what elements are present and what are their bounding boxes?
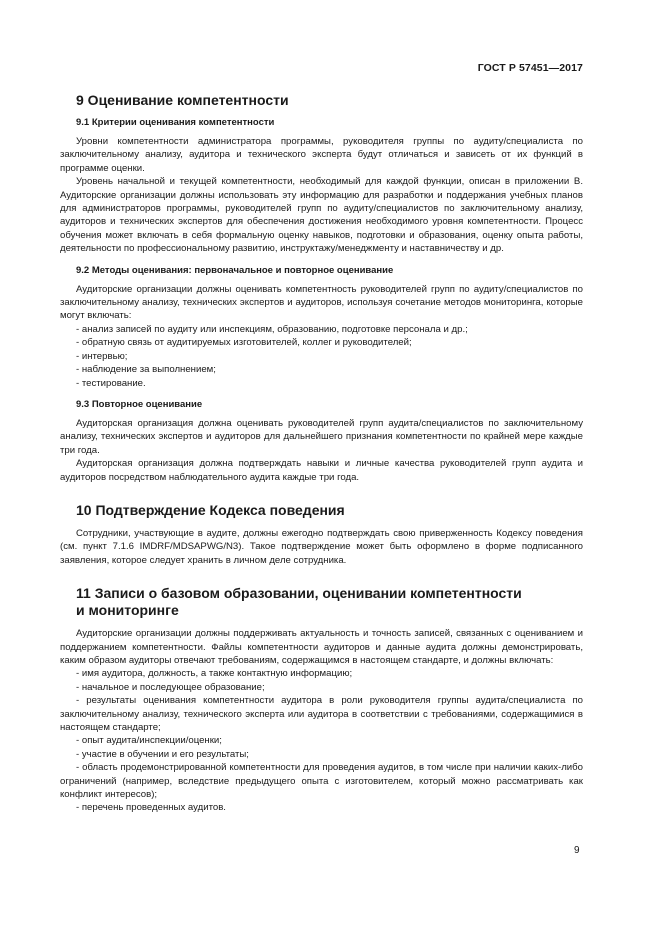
paragraph-9-1-b: Уровень начальной и текущей компетентности, необходимый для каждой функции, описан в приложении В. Аудиторские организации должны использовать эту информацию для разработки и поддержания учебных планов для администраторов программы, руководителей групп по аудиту/специалистов по заключительному анализу, аудиторов и технических экспертов для обеспечения достижения необходимого уровня компетентности. Процесс обучения может включать в себя формальную оценку навыков, подготовки и образования, оценку опыта работы, деятельности по профессиональному развитию, инструктажу/менеджменту и наставничеству и др. xyxy=(60,176,583,255)
subsection-9-2-title: 9.2 Методы оценивания: первоначальное и повторное оценивание xyxy=(76,264,394,276)
subsection-9-3-title: 9.3 Повторное оценивание xyxy=(76,398,203,410)
list-item: - участие в обучении и его результаты; xyxy=(76,748,249,760)
section-9-title: 9 Оценивание компетентности xyxy=(76,92,289,108)
section-11-title-line2: и мониторинге xyxy=(76,602,179,619)
paragraph-11-a: Аудиторские организации должны поддерживать актуальность и точность записей, связанных с оцениванием и поддержанием компетентности. Файлы компетентности аудиторов и данные аудита должны демонстрировать, каким образом аудиторы отвечают требованиям, содержащимся в настоящем стандарте, и должны включать: xyxy=(60,628,583,666)
paragraph-9-3-b: Аудиторская организация должна подтверждать навыки и личные качества руководителей групп аудита и аудиторов посредством наблюдательного аудита каждые три года. xyxy=(60,458,583,483)
list-item: - интервью; xyxy=(76,350,128,362)
standard-header: ГОСТ Р 57451—2017 xyxy=(477,62,583,74)
list-item: - анализ записей по аудиту или инспекциям, образованию, подготовке персонала и др.; xyxy=(76,323,468,335)
page-number: 9 xyxy=(574,845,580,856)
list-item: - результаты оценивания компетентности аудитора в роли руководителя группы аудита/специалиста по заключительному анализу, технического эксперта или аудитора в соответствии с требованиями, содержащимися в настоящем стандарте; xyxy=(60,695,583,733)
list-item: - опыт аудита/инспекции/оценки; xyxy=(76,735,222,747)
list-item: - область продемонстрированной компетентности для проведения аудитов, в том числе при наличии каких-либо ограничений (например, вследствие предыдущего опыта с изготовителем, который можно рассматривать как конфликт интересов); xyxy=(60,762,583,801)
list-item: - перечень проведенных аудитов. xyxy=(76,802,226,814)
paragraph-10-a: Сотрудники, участвующие в аудите, должны ежегодно подтверждать свою приверженность Кодексу поведения (см. пункт 7.1.6 IMDRF/MDSAPWG/N3). Такое подтверждение может быть оформлено в форме подписанного заявления, которое следует хранить в личном деле сотрудника. xyxy=(60,527,583,566)
list-item: - имя аудитора, должность, а также контактную информацию; xyxy=(76,668,353,680)
paragraph-9-2-a: Аудиторские организации должны оценивать компетентность руководителей групп по аудиту/специалистов по заключительному анализу, технических экспертов и аудиторов, используя сочетание методов мониторинга, которые могут включать: xyxy=(60,283,583,322)
section-11-title-line1: 11 Записи о базовом образовании, оценивании компетентности xyxy=(76,585,522,602)
list-item: - тестирование. xyxy=(76,377,146,389)
subsection-9-1-title: 9.1 Критерии оценивания компетентности xyxy=(76,117,275,128)
document-body xyxy=(60,92,583,815)
section-10-title: 10 Подтверждение Кодекса поведения xyxy=(76,501,345,518)
list-item: - наблюдение за выполнением; xyxy=(76,364,216,376)
paragraph-9-1-a: Уровни компетентности администратора программы, руководителя группы по аудиту/специалиста по заключительному анализу, аудитора и технического эксперта будут отличаться и зависеть от их функций в программе оценки. xyxy=(60,136,583,174)
paragraph-9-3-a: Аудиторская организация должна оценивать руководителей групп аудита/специалистов по заключительному анализу, технических экспертов и аудиторов для дальнейшего признания компетентности по крайней мере каждые три года. xyxy=(60,417,583,456)
section-11-title xyxy=(60,585,583,619)
list-item: - обратную связь от аудитируемых изготовителей, коллег и руководителей; xyxy=(76,337,412,349)
list-item: - начальное и последующее образование; xyxy=(76,681,265,693)
